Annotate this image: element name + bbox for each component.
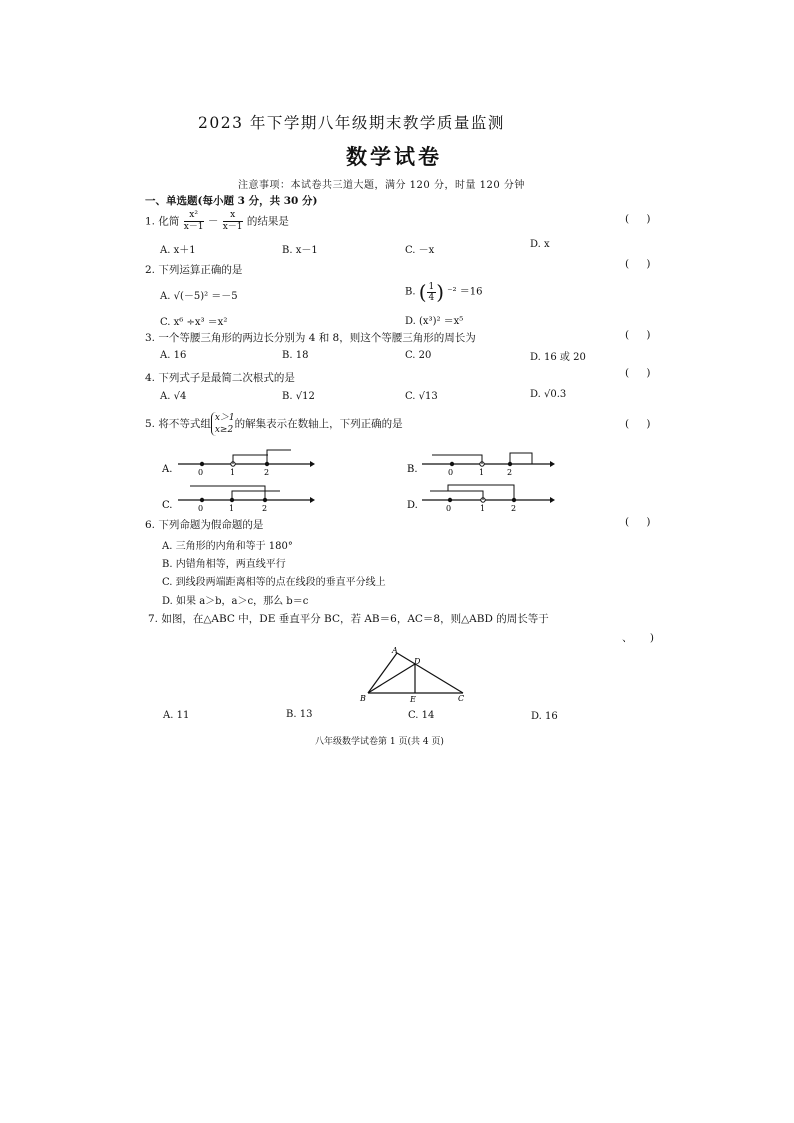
q2-b-rparen: ) (436, 280, 445, 304)
q4-option-b: B. √12 (282, 391, 315, 402)
question-3-stem: 3. 一个等腰三角形的两边长分别为 4 和 8，则这个等腰三角形的周长为 (145, 332, 476, 344)
q2-answer-paren: ( ) (625, 258, 651, 270)
q3-option-a: A. 16 (160, 350, 187, 361)
q5-a-ray-1 (233, 455, 268, 464)
q5-a-dot-0 (200, 462, 204, 466)
q1-prefix: 1. 化简 (145, 215, 180, 228)
q6-option-d: D. 如果 a＞b，a＞c，那么 b＝c (162, 596, 309, 607)
q5-number-lines (150, 445, 570, 515)
q5-prefix: 5. 将不等式组 (145, 418, 211, 430)
q3-option-b: B. 18 (282, 350, 309, 361)
q2-b-rest: ⁻² ＝16 (447, 286, 483, 298)
q1-option-d: D. x (530, 239, 550, 250)
q1-option-a: A. x＋1 (160, 245, 196, 256)
q7-option-c: C. 14 (408, 710, 435, 721)
q5-d-tick-0: 0 (446, 504, 452, 513)
q1-f1-num: x² (184, 210, 204, 222)
q5-c-tick-0: 0 (198, 504, 204, 513)
q5-b-ray-2 (510, 453, 532, 464)
question-1-stem (145, 210, 289, 233)
q5-b-tick-1: 1 (479, 468, 485, 477)
q2-option-a: A. √(－5)² ＝－5 (160, 291, 238, 302)
q3-option-d: D. 16 或 20 (530, 352, 586, 363)
q2-option-d: D. (x³)² ＝x⁵ (405, 316, 464, 327)
exam-title: 2023 年下学期八年级期末教学质量监测 (198, 114, 505, 132)
label-a: A (392, 646, 398, 655)
q5-d-tick-1: 1 (480, 504, 486, 513)
q7-answer-paren: 、 ) (622, 632, 654, 644)
q5-c-tick-1: 1 (229, 504, 235, 513)
question-4-stem: 4. 下列式子是最简二次根式的是 (145, 372, 295, 384)
q5-c-tick-2: 2 (262, 504, 268, 513)
side-ac (397, 653, 463, 693)
q1-f2-num: x (223, 210, 243, 222)
q5-ineq-1: x＞1 (214, 413, 235, 423)
q4-option-c: C. √13 (405, 391, 438, 402)
q5-d-arrow (550, 497, 555, 503)
question-7-stem: 7. 如图，在△ABC 中，DE 垂直平分 BC，若 AB＝6，AC＝8，则△ABD 的周长等于 (148, 613, 549, 625)
q2-option-c: C. x⁶ ÷x³ ＝x² (160, 317, 228, 328)
q1-suffix: 的结果是 (246, 215, 289, 228)
q5-b-arrow (550, 461, 555, 467)
q5-answer-paren: ( ) (625, 418, 651, 430)
q2-b-num: 1 (428, 281, 435, 292)
q5-label-b: B. (407, 464, 418, 475)
q1-f1-den: x－1 (183, 222, 204, 232)
subject-title: 数学试卷 (346, 144, 442, 169)
q1-minus: － (207, 215, 219, 228)
q1-fraction-1 (184, 210, 204, 233)
q5-label-a: A. (162, 464, 173, 475)
question-5-stem (145, 412, 403, 436)
q5-a-arrow (310, 461, 315, 467)
q1-option-b: B. x－1 (282, 245, 318, 256)
q3-option-c: C. 20 (405, 350, 432, 361)
question-6-stem: 6. 下列命题为假命题的是 (145, 519, 264, 531)
q1-f2-den: x－1 (222, 222, 243, 232)
q5-b-tick-0: 0 (448, 468, 454, 477)
q2-b-fraction (427, 282, 437, 303)
q5-c-ray-1 (232, 491, 280, 500)
q7-option-b: B. 13 (286, 709, 313, 720)
label-c: C (458, 694, 465, 703)
q6-option-c: C. 到线段两端距离相等的点在线段的垂直平分线上 (162, 577, 386, 588)
q5-b-ray-1 (432, 455, 482, 464)
q5-a-tick-2: 2 (264, 468, 270, 477)
q5-c-arrow (310, 497, 315, 503)
q5-a-tick-1: 1 (230, 468, 236, 477)
section-heading: 一、单选题(每小题 3 分，共 30 分) (145, 195, 318, 207)
q4-option-a: A. √4 (160, 391, 187, 402)
question-2-stem: 2. 下列运算正确的是 (145, 264, 243, 276)
label-b: B (360, 694, 366, 703)
q1-option-c: C. －x (405, 245, 435, 256)
q2-b-den: 4 (428, 292, 435, 303)
q5-b-tick-2: 2 (507, 468, 513, 477)
q6-answer-paren: ( ) (625, 516, 651, 528)
segment-bd (368, 664, 415, 693)
q5-inequality-system (211, 412, 235, 436)
q7-triangle-figure (355, 645, 475, 707)
q5-c-ray-2 (190, 486, 265, 500)
exam-notice: 注意事项：本试卷共三道大题，满分 120 分，时量 120 分钟 (238, 180, 525, 191)
q2-b-lparen: ( (418, 280, 427, 304)
q5-d-ray-2 (448, 485, 514, 500)
q3-answer-paren: ( ) (625, 329, 651, 341)
q7-option-d: D. 16 (531, 711, 558, 722)
page-footer: 八年级数学试卷第 1 页(共 4 页) (315, 737, 444, 747)
q5-label-c: C. (162, 500, 173, 511)
q6-option-b: B. 内错角相等，两直线平行 (162, 559, 286, 570)
q1-fraction-2 (223, 210, 243, 233)
q5-c-dot-0 (200, 498, 204, 502)
q2-option-b (405, 280, 482, 304)
q4-option-d: D. √0.3 (530, 389, 567, 400)
q5-d-tick-2: 2 (511, 504, 517, 513)
q2-b-label: B. (405, 286, 416, 298)
q5-label-d: D. (407, 500, 418, 511)
q5-suffix: 的解集表示在数轴上，下列正确的是 (234, 418, 403, 430)
q5-b-dot-0 (450, 462, 454, 466)
q5-a-tick-0: 0 (198, 468, 204, 477)
label-e: E (410, 695, 416, 704)
q5-d-dot-0 (448, 498, 452, 502)
q4-answer-paren: ( ) (625, 367, 651, 379)
label-d: D (414, 657, 421, 666)
side-ba (368, 653, 397, 693)
q5-a-ray-2 (267, 450, 291, 464)
q6-option-a: A. 三角形的内角和等于 180° (162, 541, 293, 552)
q5-ineq-2: x≥2 (214, 425, 234, 435)
q1-answer-paren: ( ) (625, 213, 651, 225)
q7-option-a: A. 11 (163, 710, 190, 721)
q5-d-ray-1 (430, 491, 483, 500)
